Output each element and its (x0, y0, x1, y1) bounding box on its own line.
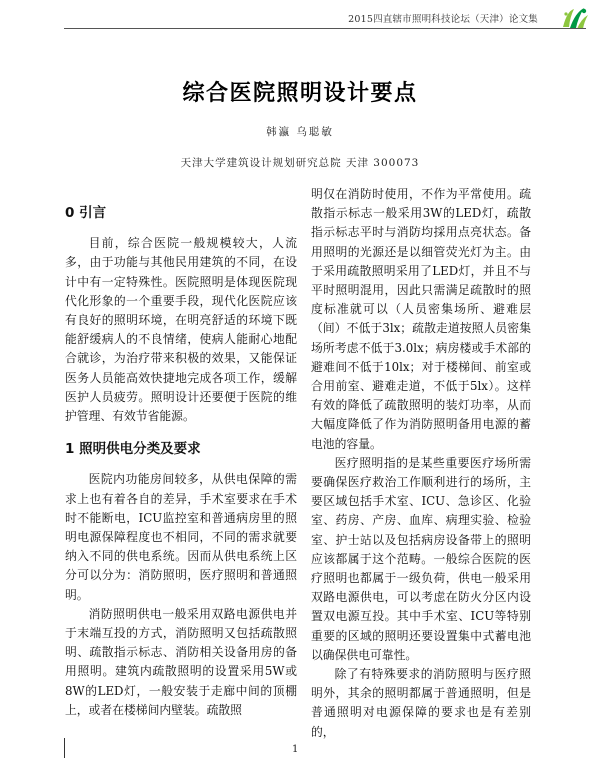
paragraph-power-supply-1: 医院内功能房间较多，从供电保障的需求上也有着各自的差异，手术室要求在手术时不能断电，ICU监控室和普通病房里的照明电源保障程度也不相同，不同的需求就要纳入不同的供电系统。因而从供电系统上区分可以分为：消防照明，医疗照明和普通照明。 (65, 472, 297, 602)
paper-title: 综合医院照明设计要点 (182, 81, 418, 106)
section-heading-introduction: 0 引言 (65, 205, 107, 221)
header-text: 2015四直辖市照明科技论坛（天津）论文集 (348, 14, 538, 25)
section-heading-power-supply: 1 照明供电分类及要求 (65, 441, 201, 458)
paragraph-general-lighting: 除了有特殊要求的消防照明与医疗照明外，其余的照明都属于普通照明，但是普通照明对电源保障的要求也是有差别的， (311, 667, 531, 739)
paragraph-continued: 明仅在消防时使用，不作为平常使用。疏散指示标志一般采用3W的LED灯，疏散指示标志平时与消防均採用点亮状态。备用照明的光源还是以细管荧光灯为主。由于采用疏散照明采用了LED灯，并且不与平时照明混用，因此只需满足疏散时的照度标准就可以（人员密集场所、避难层（间）不低于3lx；疏散走道按照人员密集场所考虑不低于3.0lx；病房楼或手术部的避难间不低于10lx；对于楼梯间、前室或合用前室、避难走道，不低于5lx）。这样有效的降低了疏散照明的装灯功率，从而大幅度降低了作为消防照明备用电源的蓄电池的容量。 (311, 187, 531, 451)
paper-affiliation: 天津大学建筑设计规划研究总院 天津 300073 (180, 157, 420, 169)
page-number: 1 (292, 744, 299, 755)
paragraph-medical-lighting: 医疗照明指的是某些重要医疗场所需要确保医疗救治工作顺利进行的场所，主要区域包括手术室、ICU、急诊区、化验室、药房、产房、血库、病理实验、检验室、护士站以及包括病房设备带上的照明应该都属于这个范畴。一般综合医院的医疗照明也都属于一级负荷，供电一般采用双路电源供电，可以考虑在防火分区内设置双电源互投。其中手术室、ICU等特别重要的区域的照明还要设置集中式蓄电池以确保供电可靠性。 (311, 455, 531, 662)
margin-mark (64, 738, 65, 758)
right-column (311, 185, 531, 742)
paragraph-power-supply-2: 消防照明供电一般采用双路电源供电并于末端互投的方式，消防照明又包括疏散照明、疏散指示标志、消防相关设备用房的备用照明。建筑内疏散照明的设置采用5W或8W的LED灯，一般安装于走廊中间的顶棚上，或者在楼梯间内壁装。疏散照 (65, 606, 297, 717)
header-divider (64, 28, 586, 29)
paper-authors: 韩瀛 乌聪敏 (266, 126, 334, 138)
paragraph-introduction: 目前，综合医院一般规模较大，人流多，由于功能与其他民用建筑的不同，在设计中有一定特殊性。医院照明是体现医院现代化形象的一个重要手段，现代化医院应该有良好的照明环境，在明亮舒适的环境下既能舒缓病人的不良情绪，使病人能耐心地配合就诊，为治疗带来积极的效果，又能保证医务人员能高效快捷地完成各项工作，缓解医护人员疲劳。照明设计还要便于医院的维护管理、有效节省能源。 (65, 236, 297, 424)
left-column (65, 198, 297, 720)
